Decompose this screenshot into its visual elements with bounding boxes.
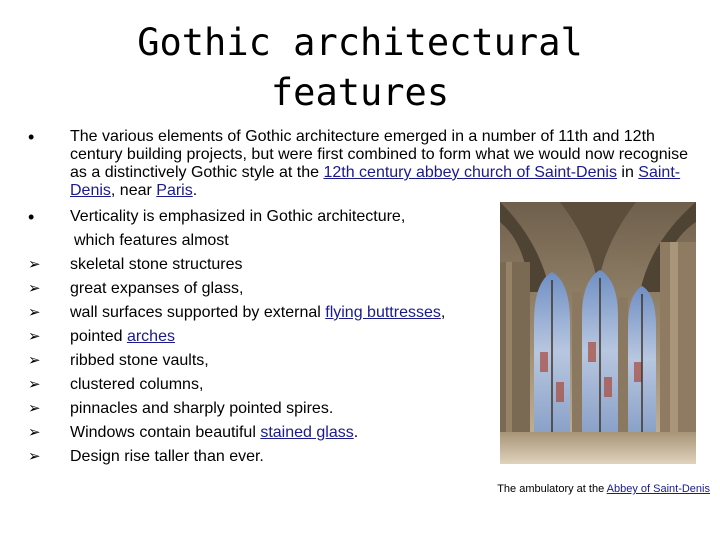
- bullet-list: [28, 128, 688, 469]
- bullet-marker: •: [28, 207, 35, 227]
- link-arches[interactable]: arches: [126, 328, 175, 345]
- arrow-marker: ➢: [28, 424, 41, 441]
- link-flying-buttresses[interactable]: flying buttresses: [325, 304, 441, 321]
- link-saint-denis[interactable]: Saint-Denis: [70, 164, 681, 199]
- arrow-marker: ➢: [28, 304, 41, 321]
- photo-caption: The ambulatory at the Abbey of Saint-Denis: [497, 483, 710, 495]
- arrow-marker: ➢: [28, 448, 41, 465]
- bullet-marker: •: [28, 127, 35, 147]
- arrow-item-vaults: ➢ ribbed stone vaults,: [28, 349, 688, 373]
- arrow-item-skeletal: ➢ skeletal stone structures: [28, 253, 688, 277]
- link-stained-glass[interactable]: stained glass: [260, 424, 354, 441]
- bullet-item-1: • The various elements of Gothic architecture emerged in a number of 11th and 12th century building projects, but were first combined to form what we would now recognise as a distinctively Gothic style at the 12th century abbey church of Saint-Denis in Saint-Denis, near Paris.: [28, 127, 689, 199]
- arrow-marker: ➢: [28, 328, 41, 345]
- arrow-item-columns: ➢ clustered columns,: [28, 373, 688, 397]
- arrow-marker: ➢: [28, 280, 41, 297]
- arrow-item-arches: ➢ pointed arches: [28, 325, 688, 349]
- link-abbey-church-saint-denis[interactable]: 12th century abbey church of Saint-Denis: [323, 164, 617, 181]
- arrow-marker: ➢: [28, 400, 41, 417]
- arrow-item-design: ➢ Design rise taller than ever.: [28, 445, 688, 469]
- slide-title: [60, 18, 660, 118]
- arrow-item-walls: ➢ wall surfaces supported by external flying buttresses,: [28, 301, 688, 325]
- arrow-marker: ➢: [28, 352, 41, 369]
- title-line-2: features: [270, 71, 450, 114]
- link-abbey-of-saint-denis[interactable]: Abbey of Saint-Denis: [606, 483, 710, 495]
- bullet-item-2: • Verticality is emphasized in Gothic architecture, which features almost: [28, 207, 406, 249]
- arrow-item-windows: ➢ Windows contain beautiful stained glass.: [28, 421, 688, 445]
- title-line-1: Gothic architectural: [137, 21, 583, 64]
- arrow-marker: ➢: [28, 256, 41, 273]
- arrow-item-spires: ➢ pinnacles and sharply pointed spires.: [28, 397, 688, 421]
- arrow-marker: ➢: [28, 376, 41, 393]
- arrow-item-glass: ➢ great expanses of glass,: [28, 277, 688, 301]
- link-paris[interactable]: Paris: [156, 182, 193, 199]
